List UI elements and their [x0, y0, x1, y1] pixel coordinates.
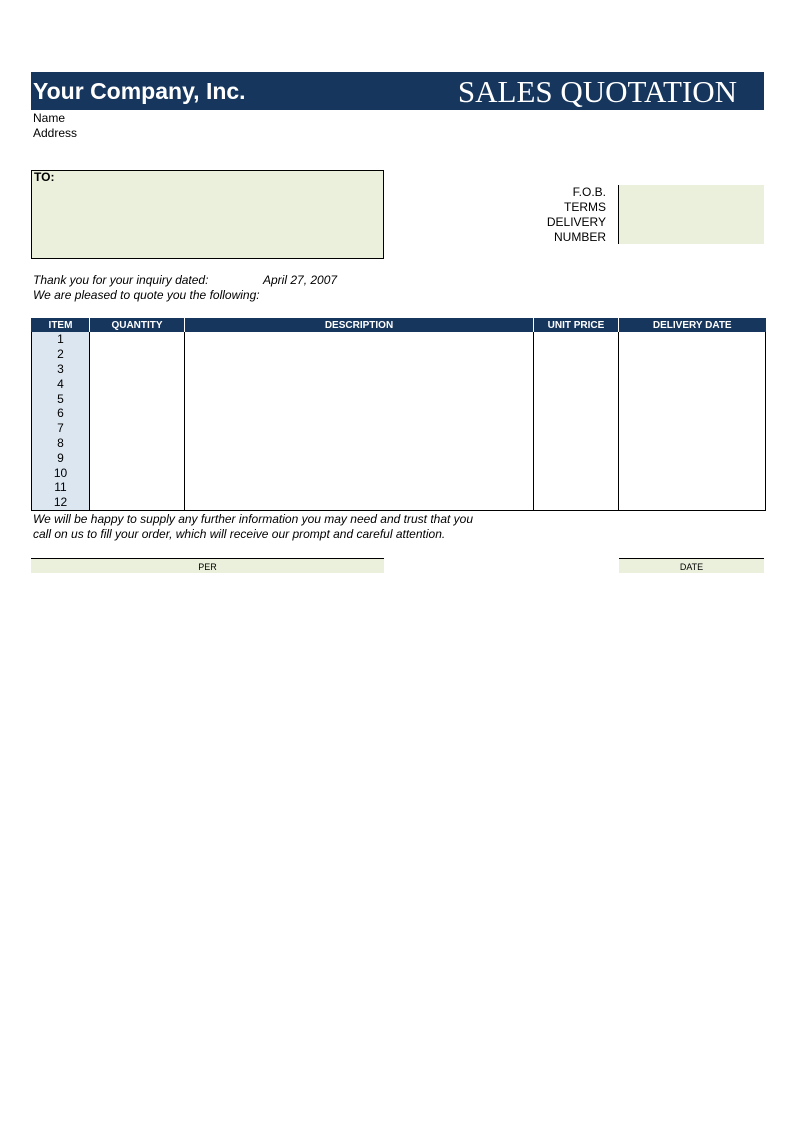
items-table — [31, 318, 766, 511]
item-number-cell: 6 — [32, 406, 90, 421]
intro-text — [33, 273, 260, 303]
quantity-cell[interactable] — [90, 362, 185, 377]
unit-price-cell[interactable] — [534, 495, 619, 510]
description-cell[interactable] — [185, 495, 534, 510]
inquiry-date[interactable]: April 27, 2007 — [263, 273, 338, 287]
description-cell[interactable] — [185, 436, 534, 451]
quantity-cell[interactable] — [90, 391, 185, 406]
quantity-cell[interactable] — [90, 376, 185, 391]
quantity-cell[interactable] — [90, 450, 185, 465]
description-cell[interactable] — [185, 332, 534, 347]
quantity-cell[interactable] — [90, 480, 185, 495]
sender-name: Name — [33, 111, 66, 125]
column-header-delivery-date: DELIVERY DATE — [619, 318, 766, 332]
quantity-cell[interactable] — [90, 495, 185, 510]
table-row — [32, 450, 766, 465]
delivery-date-cell[interactable] — [619, 347, 766, 362]
table-row — [32, 495, 766, 510]
per-signature-field[interactable]: PER — [31, 558, 384, 573]
table-row — [32, 362, 766, 377]
table-row — [32, 436, 766, 451]
terms-label: TERMS — [564, 200, 606, 214]
unit-price-cell[interactable] — [534, 347, 619, 362]
description-cell[interactable] — [185, 406, 534, 421]
unit-price-cell[interactable] — [534, 332, 619, 347]
quantity-cell[interactable] — [90, 421, 185, 436]
number-label: NUMBER — [553, 230, 606, 244]
company-name: Your Company, Inc. — [33, 78, 246, 104]
delivery-date-cell[interactable] — [619, 421, 766, 436]
delivery-date-cell[interactable] — [619, 495, 766, 510]
unit-price-cell[interactable] — [534, 362, 619, 377]
table-row — [32, 376, 766, 391]
column-header-description: DESCRIPTION — [185, 318, 534, 332]
item-number-cell: 10 — [32, 465, 90, 480]
description-cell[interactable] — [185, 480, 534, 495]
unit-price-cell[interactable] — [534, 391, 619, 406]
delivery-date-cell[interactable] — [619, 376, 766, 391]
item-number-cell: 1 — [32, 332, 90, 347]
unit-price-cell[interactable] — [534, 465, 619, 480]
items-body — [32, 332, 766, 510]
column-header-unit-price: UNIT PRICE — [534, 318, 619, 332]
column-header-quantity: QUANTITY — [90, 318, 185, 332]
delivery-date-cell[interactable] — [619, 391, 766, 406]
description-cell[interactable] — [185, 391, 534, 406]
delivery-date-cell[interactable] — [619, 362, 766, 377]
quantity-cell[interactable] — [90, 406, 185, 421]
table-row — [32, 332, 766, 347]
sender-address: Address — [33, 126, 78, 140]
description-cell[interactable] — [185, 362, 534, 377]
quantity-cell[interactable] — [90, 465, 185, 480]
quantity-cell[interactable] — [90, 436, 185, 451]
item-number-cell: 9 — [32, 450, 90, 465]
delivery-date-cell[interactable] — [619, 450, 766, 465]
description-cell[interactable] — [185, 376, 534, 391]
intro-line-2: We are pleased to quote you the following: — [33, 288, 260, 302]
unit-price-cell[interactable] — [534, 421, 619, 436]
date-signature-field[interactable]: DATE — [619, 558, 764, 573]
closing-line-1: We will be happy to supply any further information you may need and trust that you — [33, 512, 474, 526]
unit-price-cell[interactable] — [534, 406, 619, 421]
closing-text — [33, 512, 473, 542]
item-number-cell: 4 — [32, 376, 90, 391]
quantity-cell[interactable] — [90, 347, 185, 362]
item-number-cell: 5 — [32, 391, 90, 406]
table-header-row — [32, 318, 766, 332]
description-cell[interactable] — [185, 347, 534, 362]
delivery-date-cell[interactable] — [619, 332, 766, 347]
table-row — [32, 347, 766, 362]
document-title: SALES QUOTATION — [457, 74, 737, 109]
table-row — [32, 421, 766, 436]
quantity-cell[interactable] — [90, 332, 185, 347]
info-value-fields[interactable] — [618, 185, 764, 244]
fob-label: F.O.B. — [572, 185, 606, 199]
item-number-cell: 7 — [32, 421, 90, 436]
item-number-cell: 2 — [32, 347, 90, 362]
recipient-box[interactable] — [31, 170, 384, 259]
to-label: TO: — [34, 170, 55, 184]
item-number-cell: 11 — [32, 480, 90, 495]
closing-line-2: call on us to fill your order, which will receive our prompt and careful attention. — [33, 527, 446, 541]
delivery-date-cell[interactable] — [619, 465, 766, 480]
table-row — [32, 480, 766, 495]
description-cell[interactable] — [185, 421, 534, 436]
info-labels — [500, 185, 606, 245]
table-row — [32, 406, 766, 421]
delivery-label: DELIVERY — [546, 215, 606, 229]
table-row — [32, 465, 766, 480]
delivery-date-cell[interactable] — [619, 436, 766, 451]
item-number-cell: 8 — [32, 436, 90, 451]
unit-price-cell[interactable] — [534, 436, 619, 451]
description-cell[interactable] — [185, 465, 534, 480]
unit-price-cell[interactable] — [534, 450, 619, 465]
table-row — [32, 391, 766, 406]
unit-price-cell[interactable] — [534, 376, 619, 391]
column-header-item: ITEM — [32, 318, 90, 332]
item-number-cell: 3 — [32, 362, 90, 377]
item-number-cell: 12 — [32, 495, 90, 510]
description-cell[interactable] — [185, 450, 534, 465]
intro-line-1: Thank you for your inquiry dated: — [33, 273, 209, 287]
delivery-date-cell[interactable] — [619, 406, 766, 421]
unit-price-cell[interactable] — [534, 480, 619, 495]
delivery-date-cell[interactable] — [619, 480, 766, 495]
